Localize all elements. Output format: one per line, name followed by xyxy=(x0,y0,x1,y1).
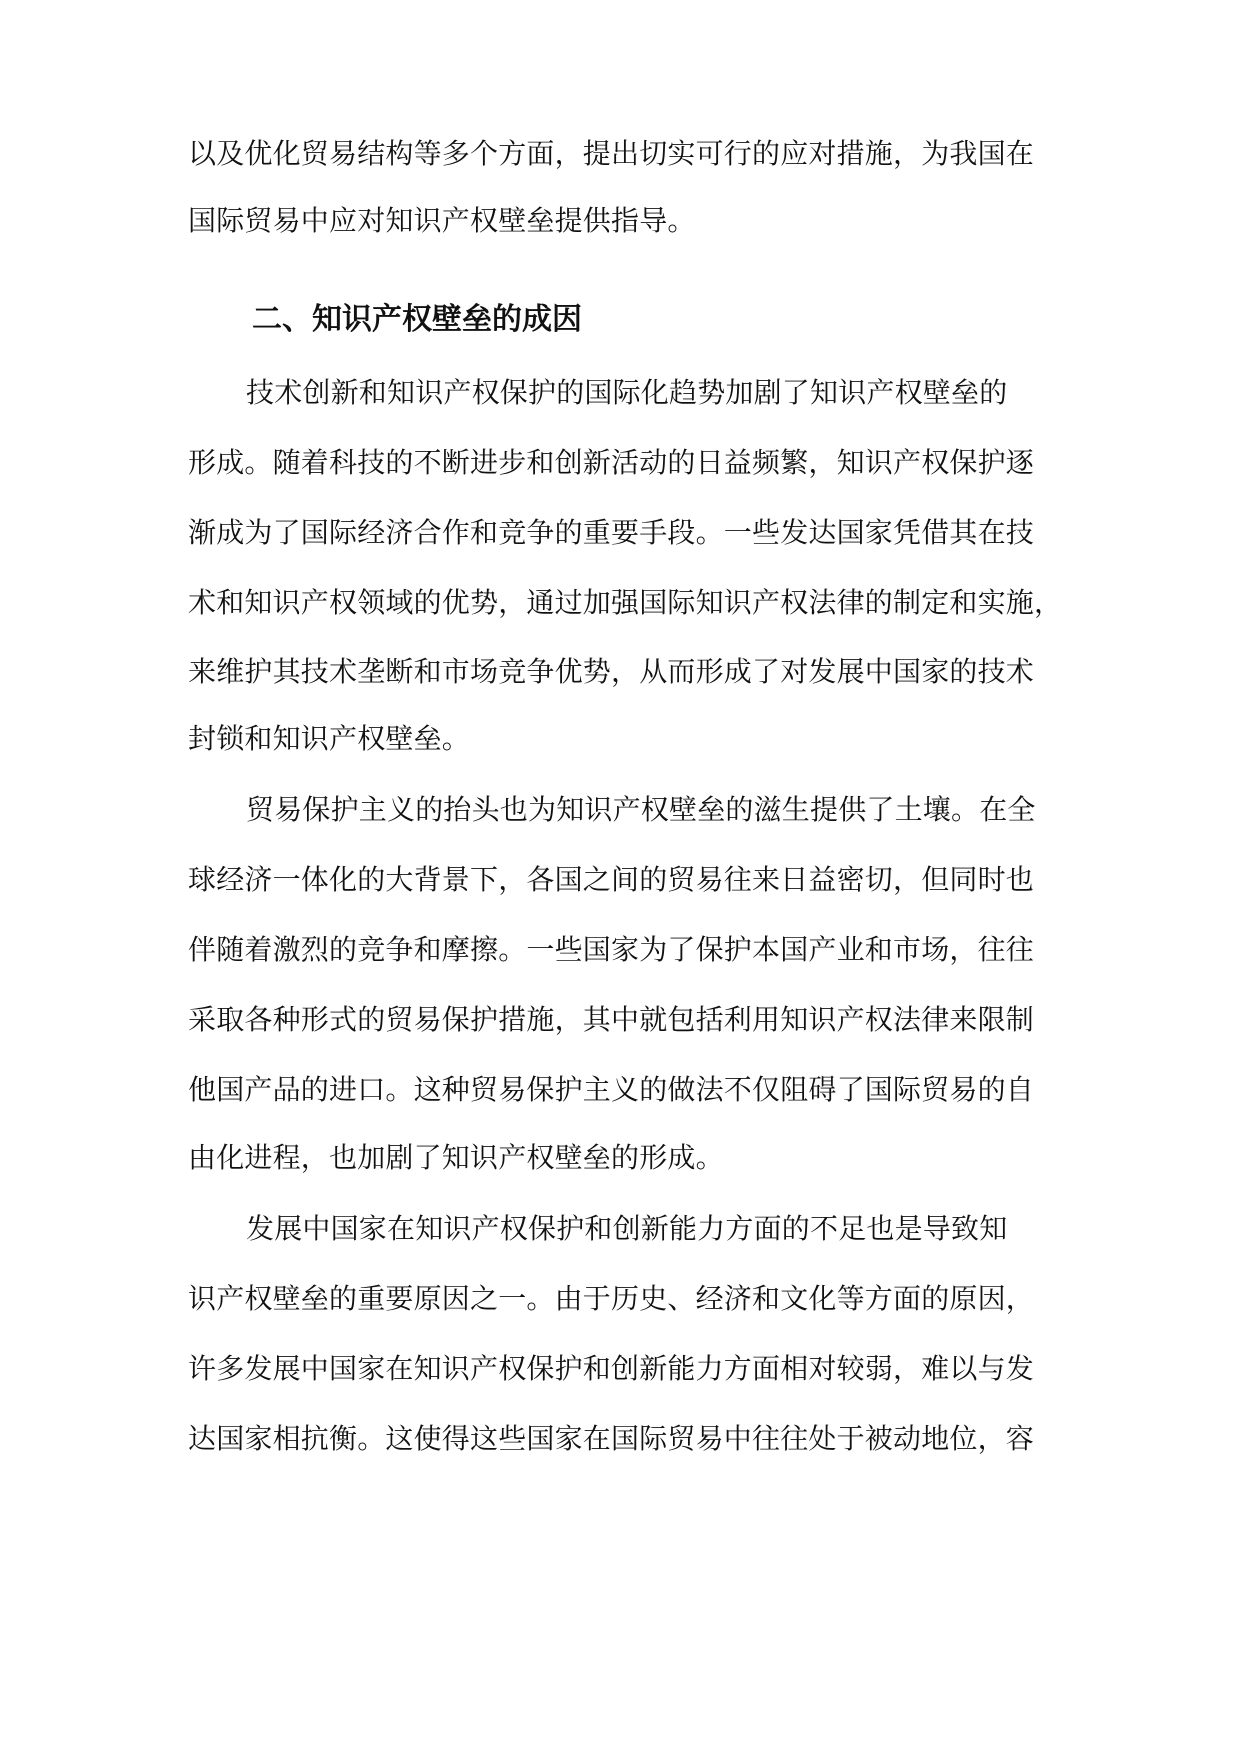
paragraph-line: 采取各种形式的贸易保护措施，其中就包括利用知识产权法律来限制 xyxy=(188,1003,1035,1036)
paragraph-line: 技术创新和知识产权保护的国际化趋势加剧了知识产权壁垒的 xyxy=(246,376,1008,409)
section-heading: 二、知识产权壁垒的成因 xyxy=(252,302,582,337)
paragraph-line: 伴随着激烈的竞争和摩擦。一些国家为了保护本国产业和市场，往往 xyxy=(188,933,1035,966)
intro-line: 国际贸易中应对知识产权壁垒提供指导。 xyxy=(188,204,696,237)
paragraph-line: 识产权壁垒的重要原因之一。由于历史、经济和文化等方面的原因， xyxy=(188,1282,1035,1315)
paragraph-line: 术和知识产权领域的优势，通过加强国际知识产权法律的制定和实施， xyxy=(188,586,1063,619)
paragraph-line: 封锁和知识产权壁垒。 xyxy=(188,722,471,755)
paragraph-line: 由化进程，也加剧了知识产权壁垒的形成。 xyxy=(188,1141,724,1174)
paragraph-line: 渐成为了国际经济合作和竞争的重要手段。一些发达国家凭借其在技 xyxy=(188,516,1035,549)
paragraph-line: 许多发展中国家在知识产权保护和创新能力方面相对较弱，难以与发 xyxy=(188,1352,1035,1385)
intro-line: 以及优化贸易结构等多个方面，提出切实可行的应对措施，为我国在 xyxy=(188,137,1035,170)
paragraph-line: 发展中国家在知识产权保护和创新能力方面的不足也是导致知 xyxy=(246,1212,1008,1245)
paragraph-line: 来维护其技术垄断和市场竞争优势，从而形成了对发展中国家的技术 xyxy=(188,655,1035,688)
paragraph-line: 贸易保护主义的抬头也为知识产权壁垒的滋生提供了土壤。在全 xyxy=(246,793,1036,826)
paragraph-line: 达国家相抗衡。这使得这些国家在国际贸易中往往处于被动地位，容 xyxy=(188,1422,1035,1455)
paragraph-line: 形成。随着科技的不断进步和创新活动的日益频繁，知识产权保护逐 xyxy=(188,446,1035,479)
paragraph-line: 球经济一体化的大背景下，各国之间的贸易往来日益密切，但同时也 xyxy=(188,863,1035,896)
paragraph-line: 他国产品的进口。这种贸易保护主义的做法不仅阻碍了国际贸易的自 xyxy=(188,1073,1035,1106)
